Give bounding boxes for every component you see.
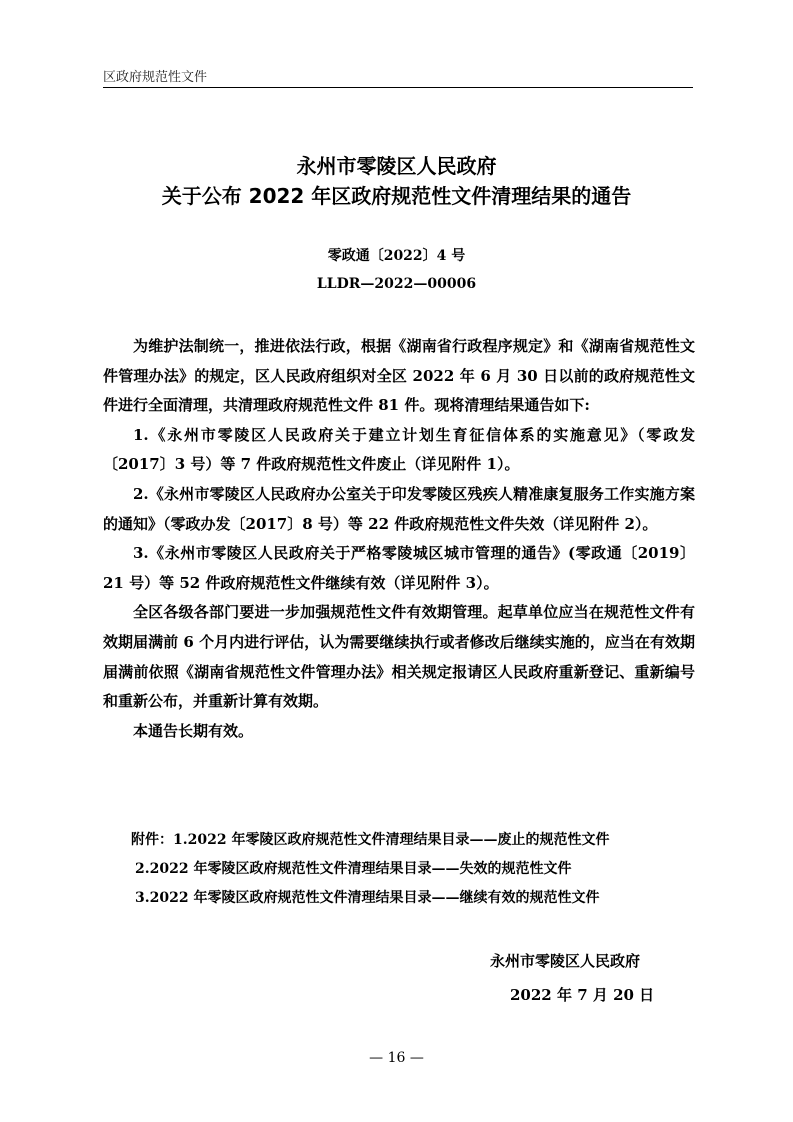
page-number: — 16 —	[369, 1050, 424, 1066]
signing-authority: 永州市零陵区人民政府	[490, 952, 641, 970]
title-line-1: 永州市零陵区人民政府	[296, 154, 497, 178]
document-number: 零政通〔2022〕4 号	[327, 248, 466, 264]
paragraph-item-1: 1.《永州市零陵区人民政府关于建立计划生育征信体系的实施意见》（零政发〔2017〕3 号）等 7 件政府规范性文件废止（详见附件 1）。	[103, 425, 695, 474]
paragraph-intro: 为维护法制统一，推进依法行政，根据《湖南省行政程序规定》和《湖南省规范性文件管理办法》的规定，区人民政府组织对全区 2022 年 6 月 30 日以前的政府规范性文件进行全面清理，共清理政府规范性文件 81 件。现将清理结果通告如下:	[103, 337, 695, 415]
paragraph-validity: 本通告长期有效。	[133, 721, 254, 740]
header-divider	[103, 87, 693, 88]
attachment-3: 3.2022 年零陵区政府规范性文件清理结果目录——继续有效的规范性文件	[135, 890, 600, 906]
attachment-2: 2.2022 年零陵区政府规范性文件清理结果目录——失效的规范性文件	[135, 861, 572, 877]
attachments-list	[103, 826, 703, 913]
paragraph-item-2: 2.《永州市零陵区人民政府办公室关于印发零陵区残疾人精准康复服务工作实施方案的通知》（零政办发〔2017〕8 号）等 22 件政府规范性文件失效（详见附件 2）。	[103, 484, 695, 533]
document-code: LLDR—2022—00006	[316, 276, 477, 292]
signing-date: 2022 年 7 月 20 日	[510, 986, 655, 1004]
attachment-1: 附件：1.2022 年零陵区政府规范性文件清理结果目录——废止的规范性文件	[131, 832, 610, 848]
notice-body	[103, 332, 695, 746]
running-header: 区政府规范性文件	[103, 70, 208, 85]
paragraph-management: 全区各级各部门要进一步加强规范性文件有效期管理。起草单位应当在规范性文件有效期届满前 6 个月内进行评估，认为需要继续执行或者修改后继续实施的，应当在有效期届满前依照《湖南省规范性文件管理办法》相关规定报请区人民政府重新登记、重新编号和重新公布，并重新计算有效期。	[103, 603, 695, 711]
title-line-2: 关于公布 2022 年区政府规范性文件清理结果的通告	[161, 184, 632, 208]
paragraph-item-3: 3.《永州市零陵区人民政府关于严格零陵城区城市管理的通告》(零政通〔2019〕21 号）等 52 件政府规范性文件继续有效（详见附件 3）。	[103, 544, 695, 592]
